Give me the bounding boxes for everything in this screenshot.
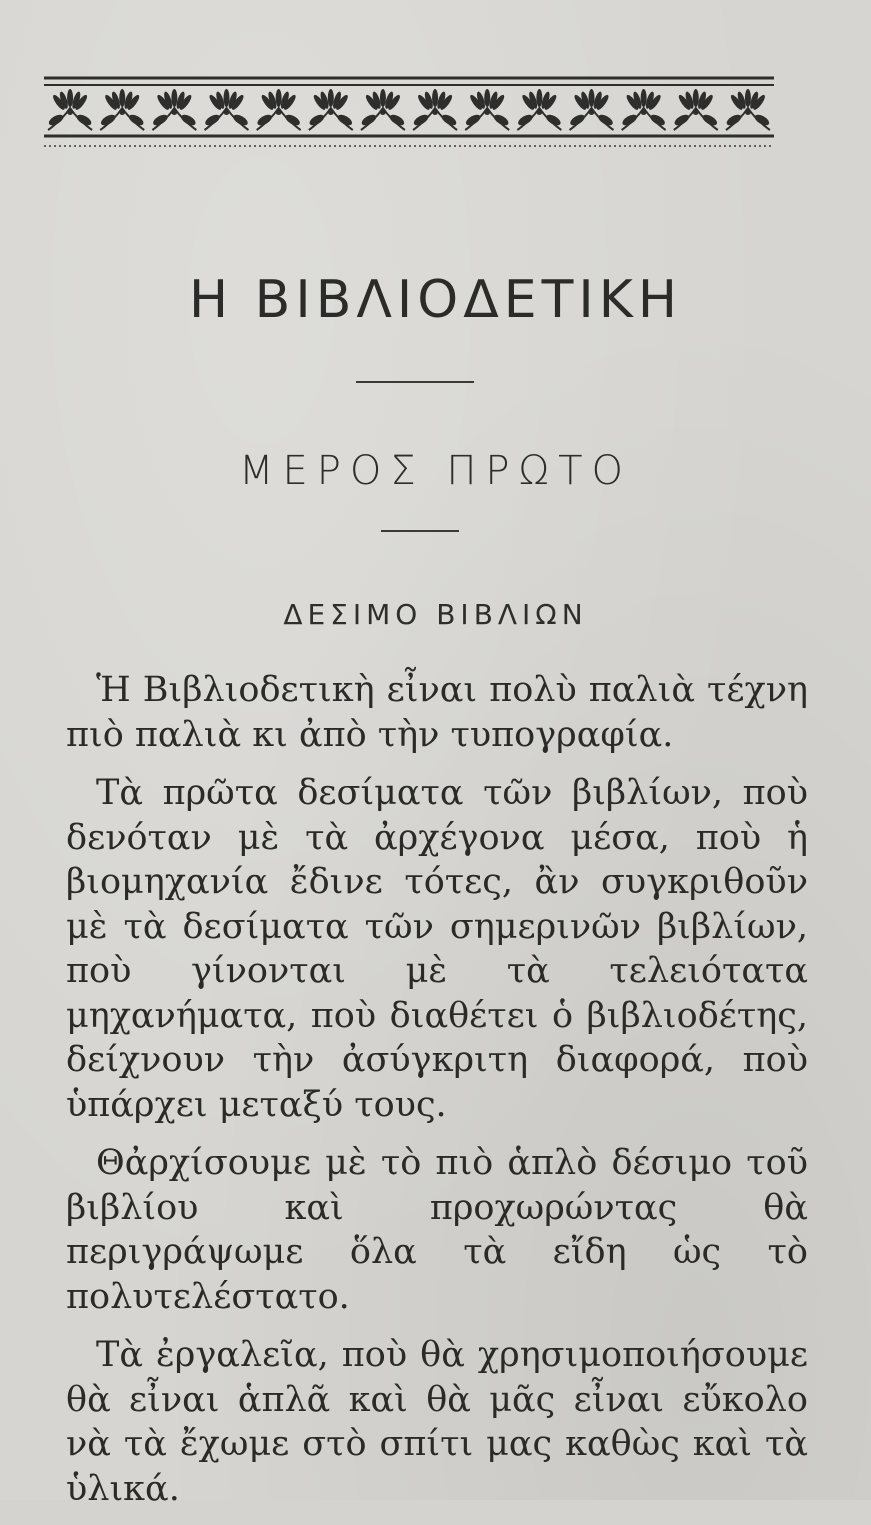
ornament-flower-icon <box>569 89 615 130</box>
ornament-flower-icon <box>673 89 719 130</box>
divider <box>356 381 474 383</box>
ornament-flower-icon <box>204 89 250 130</box>
ornament-flower-icon <box>99 89 145 130</box>
section-title: ΔΕΣΙΜΟ ΒΙΒΛΙΩΝ <box>283 598 588 631</box>
paragraph: Τὰ πρῶτα δεσίματα τῶν βιβλίων, ποὺ δενόταν μὲ τὰ ἀρχέγονα μέσα, ποὺ ἡ βιομηχανία ἔδινε τότες, ἂν συγκριθοῦν μὲ τὰ δεσίματα τῶν σημερινῶν βιβλίων, ποὺ γίνονται μὲ τὰ τελειότατα μηχανήματα, ποὺ διαθέτει ὁ βιβλιοδέτης, δείχνουν τὴν ἀσύγκριτη διαφορά, ποὺ ὑπάρχει μεταξύ τους. <box>66 773 808 1125</box>
ornament-flower-icon <box>621 89 667 130</box>
ornament-flower-icon <box>725 89 771 130</box>
floral-ornament-band-icon <box>44 76 774 166</box>
ornament-flower-icon <box>308 89 354 130</box>
body-text <box>66 668 808 1525</box>
paragraph: Θἀρχίσουμε μὲ τὸ πιὸ ἁπλὸ δέσιμο τοῦ βιβλίου καὶ προχωρώντας θὰ περιγράψωμε ὅλα τὰ εἴδη ὡς τὸ πολυτελέστατο. <box>66 1143 808 1317</box>
ornament-flower-icon <box>360 89 406 130</box>
part-title: ΜΕΡΟΣ ΠΡΩΤΟ <box>238 448 633 494</box>
ornament-motifs <box>47 89 771 130</box>
ornament-flower-icon <box>516 89 562 130</box>
paragraph: Τὰ ἐργαλεῖα, ποὺ θὰ χρησιμοποιήσουμε θὰ εἶναι ἁπλᾶ καὶ θὰ μᾶς εἶναι εὔκολο νὰ τὰ ἔχωμε στὸ σπίτι μας καθὼς καὶ τὰ ὑλικά. <box>66 1335 808 1509</box>
ornament-flower-icon <box>464 89 510 130</box>
ornament-flower-icon <box>412 89 458 130</box>
ornament-flower-icon <box>151 89 197 130</box>
paragraph: Ἡ Βιβλιοδετικὴ εἶναι πολὺ παλιὰ τέχνη πιὸ παλιὰ κι ἀπὸ τὴν τυπογραφία. <box>66 670 808 755</box>
ornament-flower-icon <box>47 89 93 130</box>
page-title: Η ΒΙΒΛΙΟΔΕΤΙΚΗ <box>189 270 682 330</box>
divider <box>381 530 459 532</box>
ornament-flower-icon <box>256 89 302 130</box>
